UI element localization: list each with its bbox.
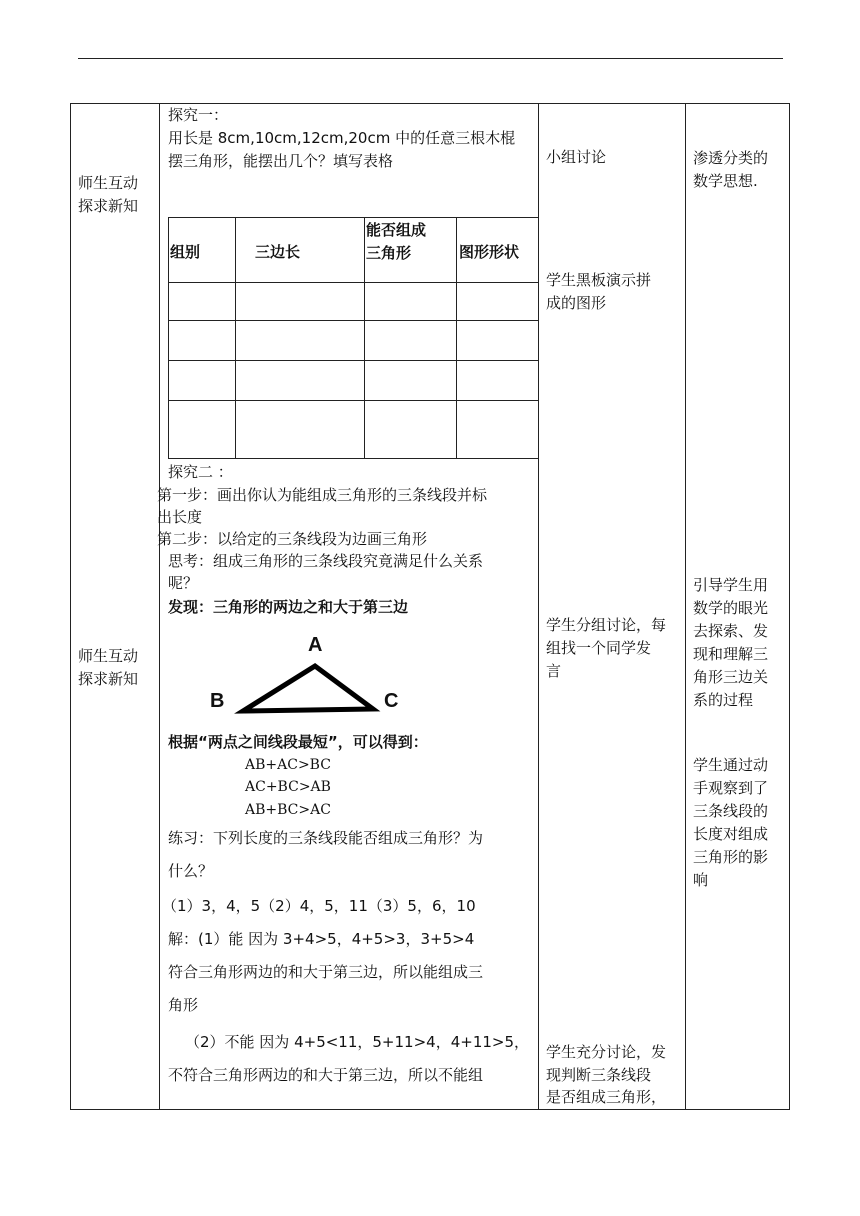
inner-table-rule	[168, 360, 538, 361]
inequality-1: AB+AC>BC	[245, 757, 331, 773]
vertex-label-a: A	[308, 634, 323, 656]
explore2-step1-line1: 第一步：画出你认为能组成三角形的三条线段并标	[157, 486, 488, 504]
solution-1-line1: 解：(1）能 因为 3+4>5，4+5>3，3+5>4	[168, 930, 475, 948]
explore2-step1-line2: 出长度	[157, 508, 203, 526]
explore1-line1: 用长是 8cm,10cm,12cm,20cm 中的任意三根木棍	[168, 129, 516, 147]
inner-table-rule	[168, 217, 538, 218]
inner-table-rule	[456, 217, 457, 458]
activity-group-speak-line3: 言	[546, 662, 562, 680]
explore2-think-line2: 呢？	[168, 574, 199, 592]
header-group: 组别	[170, 243, 201, 261]
table-top-border	[70, 103, 790, 104]
stage-label-1-line2: 探求新知	[78, 197, 139, 215]
intent-handson-line1: 学生通过动	[693, 756, 769, 774]
practice-line1: 练习：下列长度的三条线段能否组成三角形？为	[168, 829, 484, 847]
activity-board-demo-line1: 学生黑板演示拼	[546, 271, 652, 289]
header-side-lengths: 三边长	[255, 243, 301, 261]
header-can-form-line2: 三角形	[366, 244, 412, 262]
solution-2-line2: 不符合三角形两边的和大于第三边，所以不能组	[168, 1066, 484, 1084]
intent-handson-line5: 三角形的影	[693, 848, 769, 866]
table-bottom-border	[70, 1109, 790, 1110]
explore2-think-line1: 思考：组成三角形的三条线段究竟满足什么关系	[168, 552, 484, 570]
vertex-label-b: B	[210, 690, 225, 712]
header-rule	[78, 58, 783, 59]
explore1-title: 探究一：	[168, 106, 229, 124]
intent-handson-line4: 长度对组成	[693, 825, 769, 843]
stage-label-2-line2: 探求新知	[78, 670, 139, 688]
vertex-label-c: C	[384, 690, 399, 712]
solution-1-line2: 符合三角形两边的和大于第三边，所以能组成三	[168, 963, 484, 981]
intent-classification-line1: 渗透分类的	[693, 149, 769, 167]
explore1-line2: 摆三角形，能摆出几个？填写表格	[168, 152, 394, 170]
table-left-border	[70, 103, 71, 1109]
inner-table-rule	[168, 400, 538, 401]
intent-guide-line2: 数学的眼光	[693, 599, 769, 617]
intent-guide-line4: 现和理解三	[693, 645, 769, 663]
practice-items: （1）3，4，5（2）4，5，11（3）5，6，10	[162, 897, 476, 915]
activity-group-discussion: 小组讨论	[546, 148, 607, 166]
inner-table-rule	[235, 217, 236, 458]
intent-guide-line6: 系的过程	[693, 691, 754, 709]
column-divider-1	[159, 103, 160, 1109]
intent-guide-line1: 引导学生用	[693, 576, 769, 594]
inner-table-rule	[168, 458, 538, 459]
table-right-border	[789, 103, 790, 1109]
explore2-title: 探究二 ：	[168, 463, 233, 481]
solution-1-line3: 角形	[168, 996, 199, 1014]
explore2-discovery: 发现：三角形的两边之和大于第三边	[168, 598, 409, 616]
intent-handson-line3: 三条线段的	[693, 802, 769, 820]
intent-guide-line5: 角形三边关	[693, 668, 769, 686]
inner-table-rule	[364, 217, 365, 458]
inequality-2: AC+BC>AB	[245, 779, 331, 795]
activity-full-discussion-line2: 现判断三条线段	[546, 1066, 652, 1084]
stage-label-1-line1: 师生互动	[78, 174, 139, 192]
intent-classification-line2: 数学思想.	[693, 172, 758, 190]
intent-guide-line3: 去探索、发	[693, 622, 769, 640]
stage-label-2-line1: 师生互动	[78, 647, 139, 665]
activity-group-speak-line1: 学生分组讨论，每	[546, 616, 667, 634]
intent-handson-line2: 手观察到了	[693, 779, 769, 797]
inequality-3: AB+BC>AC	[245, 802, 331, 818]
activity-full-discussion-line1: 学生充分讨论，发	[546, 1043, 667, 1061]
solution-2-line1: （2）不能 因为 4+5<11，5+11>4，4+11>5，	[185, 1033, 530, 1051]
intent-handson-line6: 响	[693, 871, 709, 889]
inner-table-rule	[168, 217, 169, 458]
explore2-reason: 根据“两点之间线段最短”，可以得到：	[168, 733, 428, 751]
column-divider-2	[538, 103, 539, 1109]
header-shape: 图形形状	[459, 243, 520, 261]
inner-table-rule	[168, 282, 538, 283]
explore2-step2: 第二步：以给定的三条线段为边画三角形	[157, 530, 428, 548]
column-divider-3	[685, 103, 686, 1109]
header-can-form-line1: 能否组成	[366, 221, 427, 239]
activity-group-speak-line2: 组找一个同学发	[546, 639, 652, 657]
activity-board-demo-line2: 成的图形	[546, 294, 607, 312]
activity-full-discussion-line3: 是否组成三角形，	[546, 1088, 667, 1106]
triangle-shape	[243, 666, 373, 711]
inner-table-rule	[168, 320, 538, 321]
practice-line2: 什么？	[168, 862, 214, 880]
